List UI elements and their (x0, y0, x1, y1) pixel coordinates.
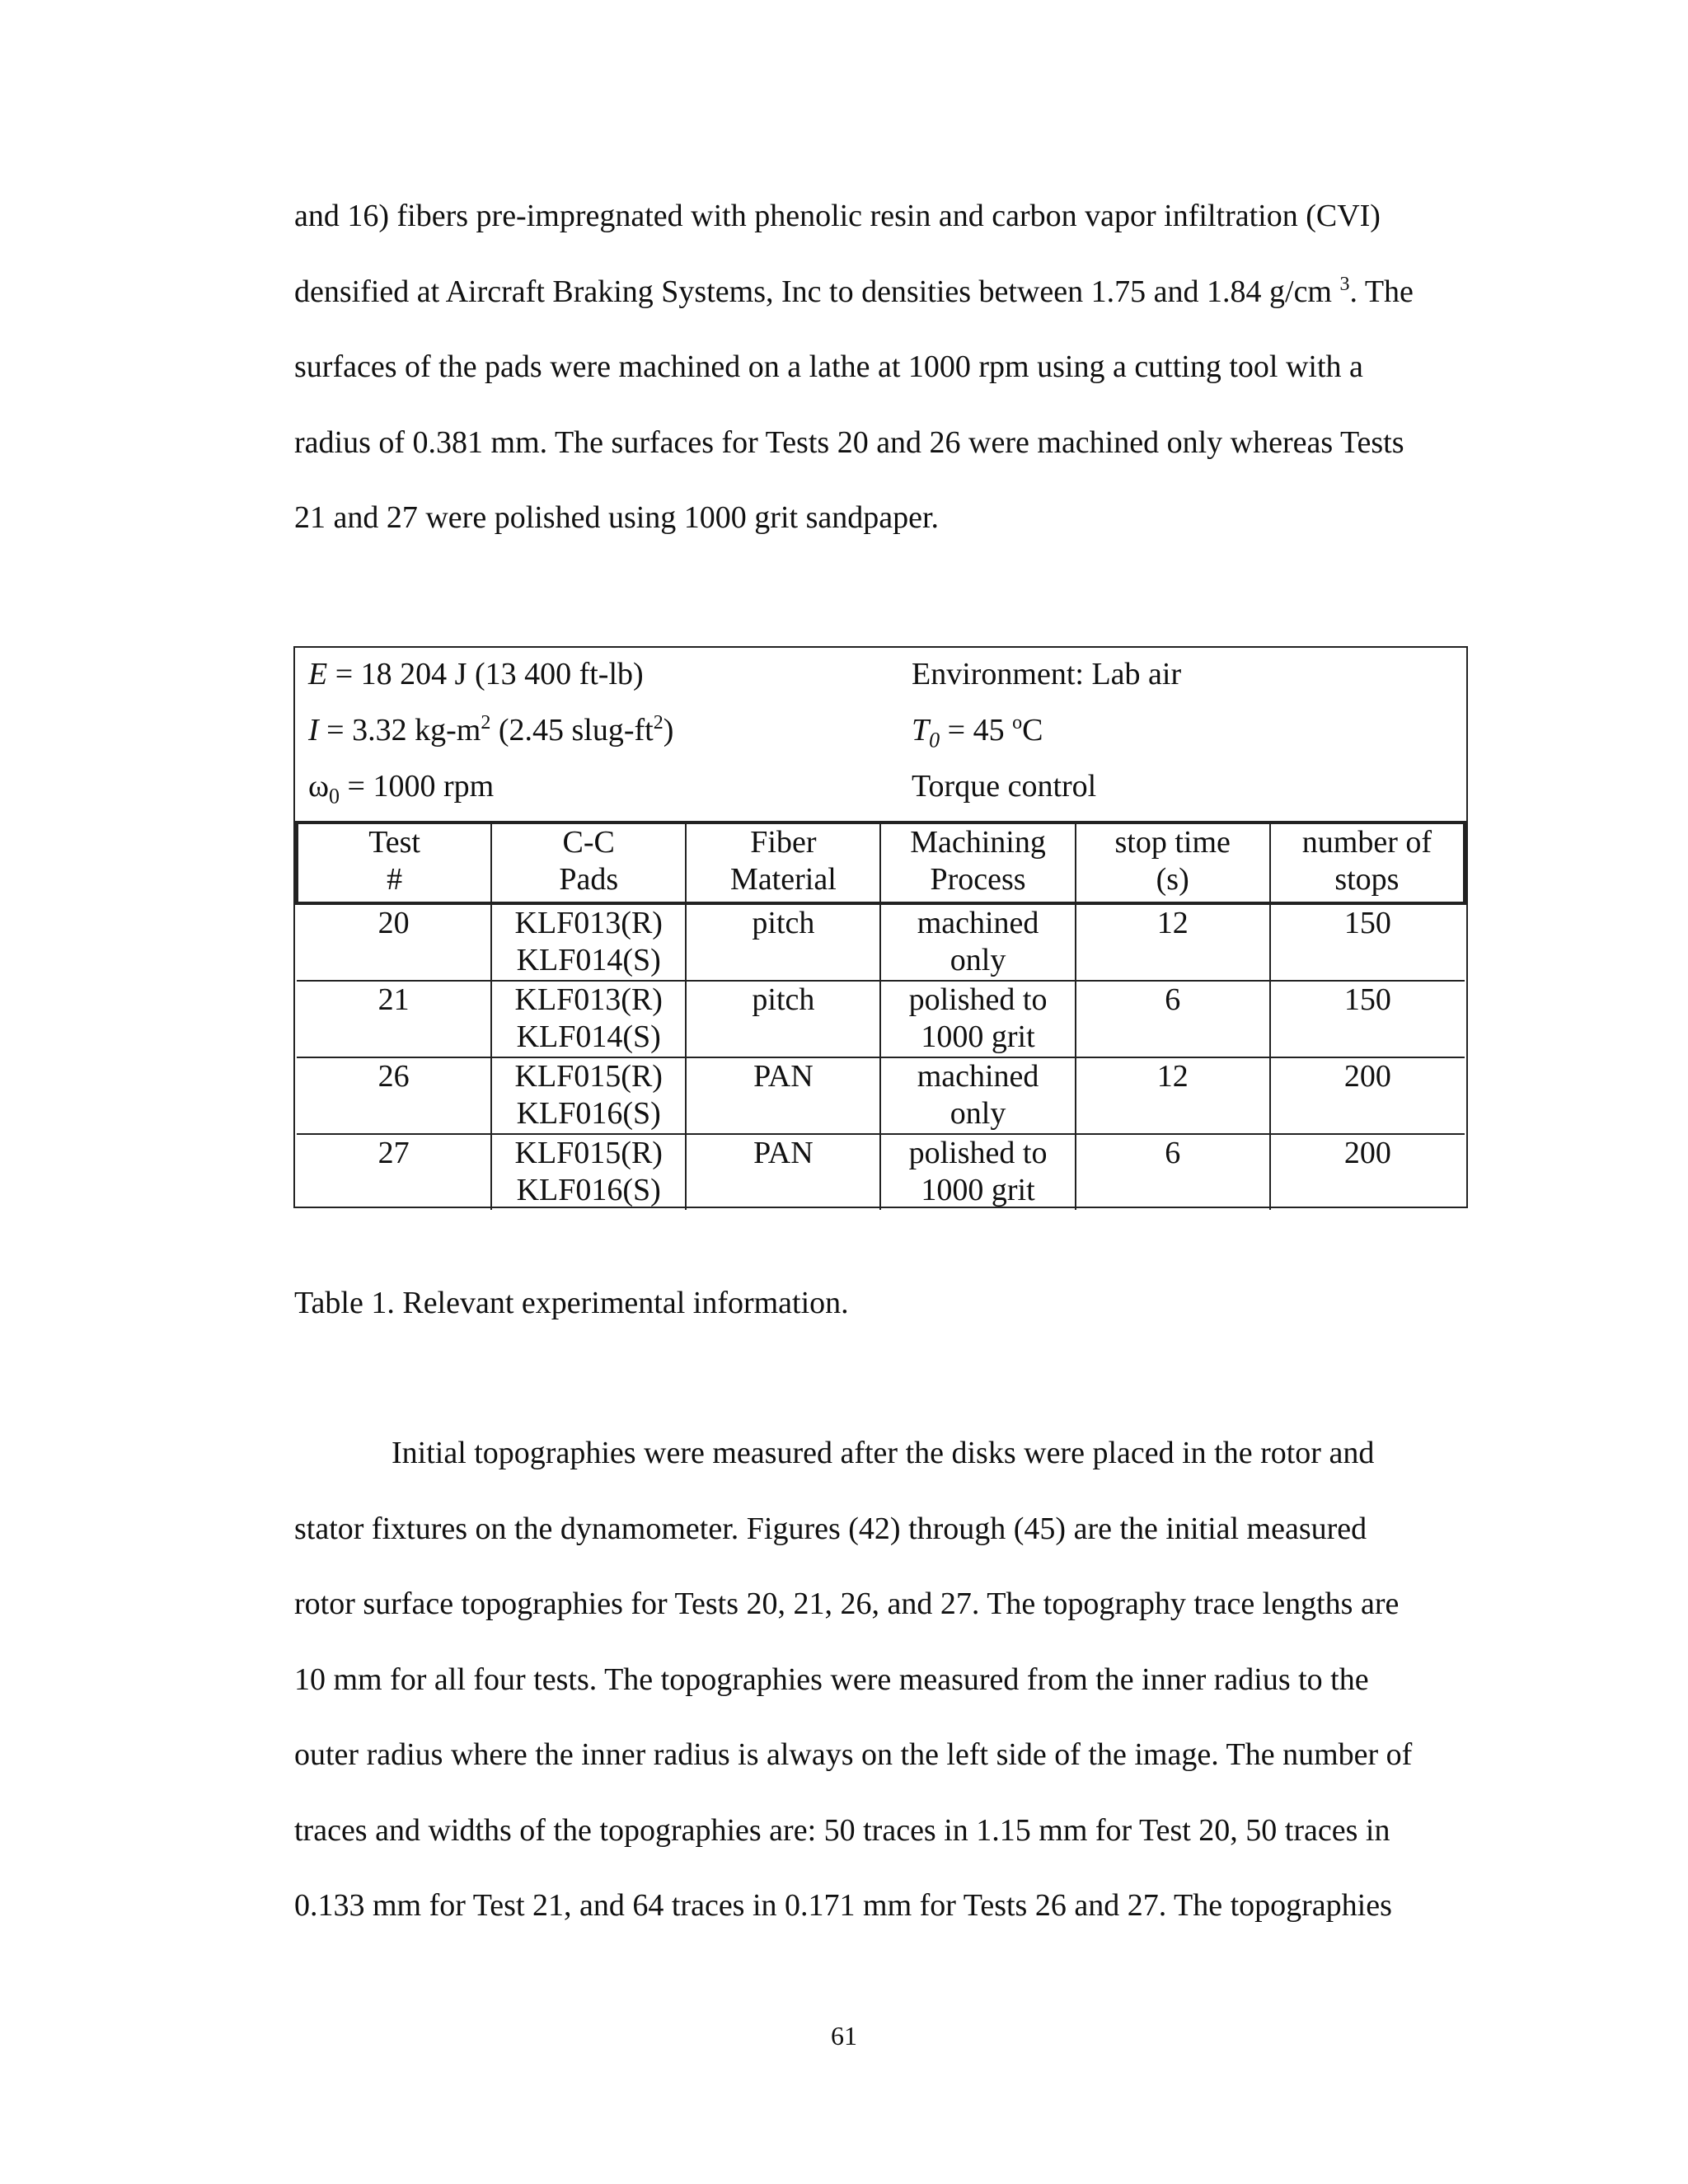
table-header-row (297, 823, 1465, 903)
table-header-cell (1076, 823, 1270, 903)
table-cell (491, 1057, 686, 1134)
table-cell (1270, 903, 1465, 981)
page-number: 61 (831, 2021, 857, 2050)
text-line (294, 255, 1473, 330)
text-line: radius of 0.381 mm. The surfaces for Tests 20 and 26 were machined only whereas Tests (294, 424, 1404, 460)
table-cell (1270, 981, 1465, 1057)
text-line: outer radius where the inner radius is always on the left side of the image. The number of (294, 1737, 1413, 1772)
header-line: Fiber (750, 825, 817, 860)
table-cell (297, 1134, 491, 1210)
table-cell (297, 981, 491, 1057)
cell-line: KLF015(R) (514, 1136, 663, 1170)
table-cell (491, 1134, 686, 1210)
text-line: surfaces of the pads were machined on a lathe at 1000 rpm using a cutting tool with a (294, 349, 1363, 384)
text-line: and 16) fibers pre-impregnated with phenolic resin and carbon vapor infiltration (CVI) (294, 199, 1381, 233)
text-segment: . The (1349, 274, 1414, 309)
table-header-cell (880, 823, 1075, 903)
header-line: Test (368, 825, 420, 860)
speed-condition: $\omega_0 = 1000$ rpm (308, 769, 495, 808)
table-cell (686, 1057, 880, 1134)
cell-line: only (950, 943, 1006, 977)
cell-line: 20 (377, 906, 410, 940)
cell-line: 12 (1156, 1059, 1189, 1094)
table-cell (297, 1057, 491, 1134)
text-line: 10 mm for all four tests. The topographies were measured from the inner radius to the (294, 1661, 1369, 1697)
table-cell (491, 903, 686, 981)
table-cell (686, 981, 880, 1057)
cell-line: pitch (752, 906, 815, 940)
header-line: number of (1301, 825, 1432, 860)
table-cell (686, 1134, 880, 1210)
cell-line: 26 (377, 1059, 410, 1094)
cell-line: 6 (1165, 982, 1181, 1017)
header-line: C-C (562, 825, 615, 860)
cell-line: PAN (753, 1136, 814, 1170)
table-cell (1076, 1057, 1270, 1134)
table-cell (1076, 903, 1270, 981)
header-line: Material (730, 862, 837, 897)
table-cell (297, 903, 491, 981)
header-line: Process (930, 862, 1026, 897)
text-line: 0.133 mm for Test 21, and 64 traces in 0.171 mm for Tests 26 and 27. The topographies (294, 1888, 1392, 1923)
table-cell (686, 903, 880, 981)
text-line: rotor surface topographies for Tests 20, 21, 26, and 27. The topography trace lengths are (294, 1586, 1400, 1621)
table-cell (880, 981, 1075, 1057)
cell-line: polished to (908, 982, 1048, 1017)
header-line: (s) (1156, 862, 1189, 897)
table-cell (1270, 1057, 1465, 1134)
cell-line: machined (917, 1059, 1039, 1094)
header-line: # (387, 862, 403, 897)
inertia-condition: I = 3.32 $kg-m^2$ (2.45 slug-$ft^2$) (308, 712, 674, 748)
text-line: 21 and 27 were polished using 1000 grit sandpaper. (294, 500, 940, 535)
superscript: 3 (1339, 273, 1350, 295)
table-row (297, 1057, 1465, 1134)
data-table (295, 821, 1466, 1210)
table-header-cell (491, 823, 686, 903)
cell-line: KLF014(S) (516, 943, 661, 977)
header-line: stops (1334, 862, 1400, 897)
text-segment: densified at Aircraft Braking Systems, Inc to densities between 1.75 and 1.84 g/cm (294, 274, 1332, 309)
text-line: Initial topographies were measured after the disks were placed in the rotor and (392, 1436, 1375, 1470)
cell-line: 150 (1343, 982, 1391, 1017)
cell-line: KLF016(S) (516, 1173, 661, 1207)
cell-line: pitch (752, 982, 815, 1017)
cell-line: 1000 grit (921, 1173, 1035, 1207)
control-condition: Torque control (912, 769, 1097, 804)
cell-line: 6 (1165, 1136, 1181, 1170)
header-line: Pads (559, 862, 619, 897)
cell-line: 200 (1343, 1136, 1391, 1170)
table-cell (880, 903, 1075, 981)
table-header-cell (297, 823, 491, 903)
temperature-condition: $T_0 = 45$ $^o$C (912, 712, 1043, 752)
cell-line: polished to (908, 1136, 1048, 1170)
cell-line: PAN (753, 1059, 814, 1094)
table-cell (1270, 1134, 1465, 1210)
cell-line: KLF015(R) (514, 1059, 663, 1094)
cell-line: 12 (1156, 906, 1189, 940)
table-header-cell (1270, 823, 1465, 903)
cell-line: KLF014(S) (516, 1019, 661, 1054)
cell-line: 200 (1343, 1059, 1391, 1094)
text-line: traces and widths of the topographies are: 50 traces in 1.15 mm for Test 20, 50 traces in (294, 1812, 1390, 1848)
table-cell (880, 1134, 1075, 1210)
cell-line: 21 (377, 982, 410, 1017)
table-cell (1076, 981, 1270, 1057)
header-line: Machining (910, 825, 1046, 860)
table-body (297, 903, 1465, 1210)
environment-condition: Environment: Lab air (912, 657, 1182, 691)
cell-line: 27 (377, 1136, 410, 1170)
energy-condition: E = 18 204 J (13 400 ft-lb) (308, 657, 644, 691)
cell-line: 1000 grit (921, 1019, 1035, 1054)
table-header-cell (686, 823, 880, 903)
experiment-table-box (293, 646, 1468, 1208)
cell-line: 150 (1343, 906, 1391, 940)
table-caption: Table 1. Relevant experimental information. (294, 1286, 849, 1320)
table-row (297, 981, 1465, 1057)
paragraph-2 (294, 1416, 1473, 1944)
table-row (297, 903, 1465, 981)
cell-line: machined (917, 906, 1039, 940)
header-line: stop time (1114, 825, 1231, 860)
table-row (297, 1134, 1465, 1210)
cell-line: KLF016(S) (516, 1096, 661, 1131)
table-cell (880, 1057, 1075, 1134)
text-line: stator fixtures on the dynamometer. Figures (42) through (45) are the initial measured (294, 1511, 1367, 1546)
cell-line: only (950, 1096, 1006, 1131)
cell-line: KLF013(R) (514, 906, 663, 940)
table-cell (1076, 1134, 1270, 1210)
table-cell (491, 981, 686, 1057)
paragraph-1 (294, 179, 1473, 556)
cell-line: KLF013(R) (514, 982, 663, 1017)
